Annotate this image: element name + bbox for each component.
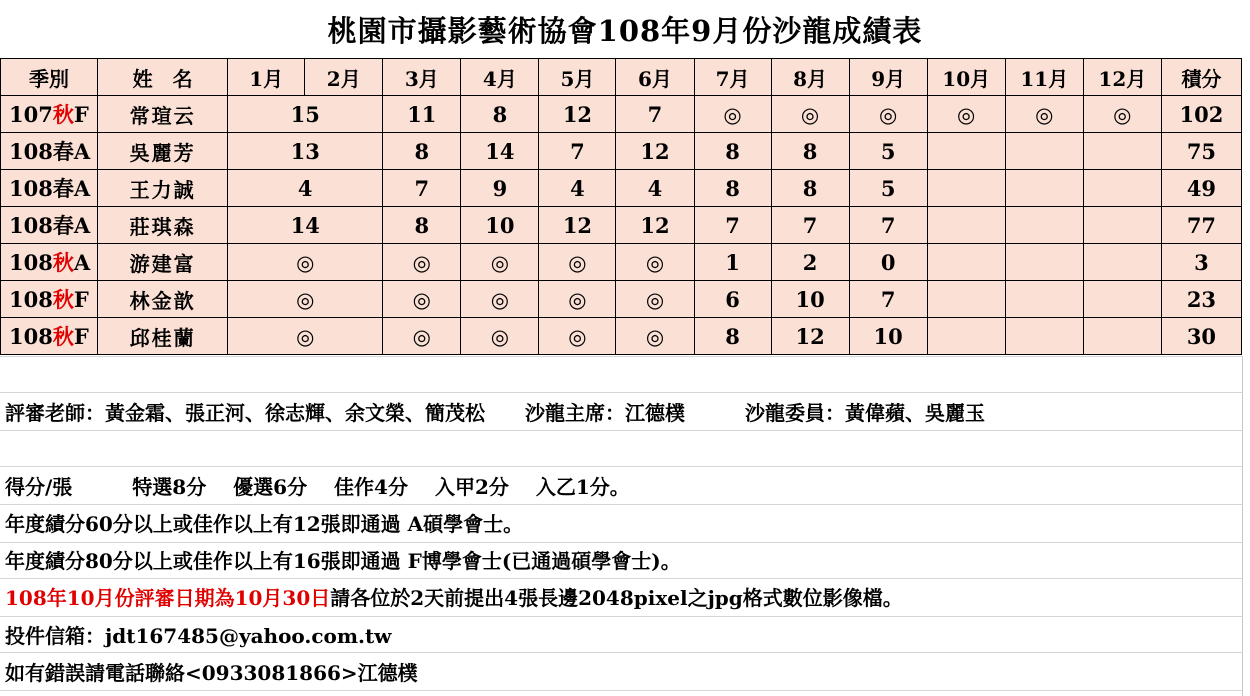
header-month: 6月 xyxy=(616,59,694,96)
score-cell xyxy=(1005,318,1083,355)
email-line: 投件信箱：jdt167485@yahoo.com.tw xyxy=(5,624,392,648)
total-score: 77 xyxy=(1161,207,1241,244)
header-month: 7月 xyxy=(694,59,771,96)
total-score: 23 xyxy=(1161,281,1241,318)
score-cell: 5 xyxy=(849,133,927,170)
score-cell: 12 xyxy=(771,318,849,355)
score-cell: ◎ xyxy=(539,244,616,281)
score-cell: 5 xyxy=(849,170,927,207)
table-row xyxy=(1,96,1242,133)
season-grade: F xyxy=(73,287,89,312)
score-cell xyxy=(927,207,1005,244)
deadline-line xyxy=(5,580,903,616)
season-year: 108 xyxy=(9,250,53,275)
member-name: 邱桂蘭 xyxy=(98,318,228,355)
season-term: 秋 xyxy=(52,287,74,312)
score-cell xyxy=(927,133,1005,170)
member-name: 林金歆 xyxy=(98,281,228,318)
score-cell xyxy=(1083,318,1161,355)
member-name: 王力誠 xyxy=(98,170,228,207)
score-cell: 1 xyxy=(694,244,771,281)
score-cell: 7 xyxy=(771,207,849,244)
score-cell: ◎ xyxy=(1005,96,1083,133)
score-cell: 4 xyxy=(539,170,616,207)
score-cell: 10 xyxy=(771,281,849,318)
score-cell: 7 xyxy=(849,281,927,318)
score-cell: 8 xyxy=(383,133,461,170)
total-score: 3 xyxy=(1161,244,1241,281)
score-cell: ◎ xyxy=(849,96,927,133)
score-cell: 6 xyxy=(694,281,771,318)
page-title: 桃園市攝影藝術協會108年9月份沙龍成績表 xyxy=(327,14,923,48)
score-cell-jan-feb: ◎ xyxy=(228,244,383,281)
rule-f-line: 年度績分80分以上或佳作以上有16張即通過 F博學會士(已通過碩學會士)。 xyxy=(5,549,681,573)
score-cell-jan-feb: ◎ xyxy=(228,318,383,355)
score-cell xyxy=(927,170,1005,207)
score-cell: 8 xyxy=(383,207,461,244)
score-table xyxy=(0,58,1242,355)
score-cell: ◎ xyxy=(1083,96,1161,133)
header-month: 1月 xyxy=(228,59,305,96)
season-term: 春 xyxy=(52,176,74,201)
score-cell: 12 xyxy=(539,207,616,244)
score-cell xyxy=(1005,170,1083,207)
score-cell: 8 xyxy=(694,318,771,355)
season-term: 春 xyxy=(52,139,74,164)
header-month: 2月 xyxy=(305,59,383,96)
table-row xyxy=(1,281,1242,318)
score-cell: ◎ xyxy=(461,244,539,281)
score-cell xyxy=(1005,207,1083,244)
season-grade: A xyxy=(73,213,91,238)
season-year: 107 xyxy=(9,102,53,127)
total-score: 75 xyxy=(1161,133,1241,170)
score-cell: ◎ xyxy=(539,281,616,318)
total-score: 102 xyxy=(1161,96,1241,133)
score-cell-jan-feb: ◎ xyxy=(228,281,383,318)
submission-instructions: 請各位於2天前提出4張長邊2048pixel之jpg格式數位影像檔。 xyxy=(330,586,903,610)
score-cell-jan-feb: 13 xyxy=(228,133,383,170)
season-cell xyxy=(1,96,98,133)
score-cell-jan-feb: 15 xyxy=(228,96,383,133)
score-cell xyxy=(927,244,1005,281)
season-year: 108 xyxy=(9,139,53,164)
header-name: 姓 名 xyxy=(98,59,228,96)
score-cell: 0 xyxy=(849,244,927,281)
score-cell xyxy=(927,281,1005,318)
score-cell: 7 xyxy=(539,133,616,170)
header-month: 5月 xyxy=(539,59,616,96)
total-score: 49 xyxy=(1161,170,1241,207)
season-cell xyxy=(1,207,98,244)
score-cell: 7 xyxy=(694,207,771,244)
table-row xyxy=(1,170,1242,207)
table-row xyxy=(1,244,1242,281)
season-term: 秋 xyxy=(52,324,74,349)
header-season: 季別 xyxy=(1,59,98,96)
score-cell xyxy=(1005,133,1083,170)
season-term: 春 xyxy=(52,213,74,238)
header-month: 10月 xyxy=(927,59,1005,96)
score-cell: 7 xyxy=(616,96,694,133)
table-row xyxy=(1,207,1242,244)
score-cell: 9 xyxy=(461,170,539,207)
score-cell: ◎ xyxy=(927,96,1005,133)
score-cell: 11 xyxy=(383,96,461,133)
season-cell xyxy=(1,318,98,355)
header-total: 積分 xyxy=(1161,59,1241,96)
score-cell: 8 xyxy=(694,170,771,207)
header-month: 8月 xyxy=(771,59,849,96)
season-year: 108 xyxy=(9,324,53,349)
score-cell: ◎ xyxy=(383,318,461,355)
season-cell xyxy=(1,281,98,318)
season-term: 秋 xyxy=(52,102,74,127)
member-name: 常瑄云 xyxy=(98,96,228,133)
score-cell: ◎ xyxy=(539,318,616,355)
score-cell: 12 xyxy=(616,207,694,244)
season-term: 秋 xyxy=(52,250,74,275)
season-grade: A xyxy=(73,250,91,275)
score-cell: 8 xyxy=(771,170,849,207)
score-cell: ◎ xyxy=(616,318,694,355)
score-cell: ◎ xyxy=(616,281,694,318)
next-judging-date: 108年10月份評審日期為10月30日 xyxy=(5,586,331,610)
season-cell xyxy=(1,170,98,207)
score-cell: 14 xyxy=(461,133,539,170)
season-cell xyxy=(1,244,98,281)
score-cell: 12 xyxy=(539,96,616,133)
table-row xyxy=(1,318,1242,355)
score-cell xyxy=(1005,244,1083,281)
score-cell-jan-feb: 4 xyxy=(228,170,383,207)
score-cell: ◎ xyxy=(383,244,461,281)
score-cell: 12 xyxy=(616,133,694,170)
score-cell xyxy=(927,318,1005,355)
scoring-line: 得分/張 特選8分 優選6分 佳作4分 入甲2分 入乙1分。 xyxy=(5,475,630,499)
score-cell: 2 xyxy=(771,244,849,281)
score-cell: 8 xyxy=(461,96,539,133)
season-grade: F xyxy=(73,324,89,349)
score-cell xyxy=(1083,281,1161,318)
header-month: 11月 xyxy=(1005,59,1083,96)
score-cell: 8 xyxy=(694,133,771,170)
season-year: 108 xyxy=(9,287,53,312)
total-score: 30 xyxy=(1161,318,1241,355)
member-name: 莊琪森 xyxy=(98,207,228,244)
score-cell: ◎ xyxy=(383,281,461,318)
score-cell xyxy=(1083,207,1161,244)
member-name: 吳麗芳 xyxy=(98,133,228,170)
score-cell xyxy=(1005,281,1083,318)
score-cell: 4 xyxy=(616,170,694,207)
rule-a-line: 年度績分60分以上或佳作以上有12張即通過 A碩學會士。 xyxy=(5,512,524,536)
header-month: 3月 xyxy=(383,59,461,96)
header-month: 12月 xyxy=(1083,59,1161,96)
score-cell: ◎ xyxy=(461,281,539,318)
score-cell xyxy=(1083,244,1161,281)
table-header-row xyxy=(1,59,1242,96)
score-cell xyxy=(1083,170,1161,207)
judges-line: 評審老師：黃金霜、張正河、徐志輝、余文榮、簡茂松 沙龍主席：江德樸 沙龍委員：黃偉蘋、吳麗玉 xyxy=(5,401,985,425)
score-cell: ◎ xyxy=(771,96,849,133)
score-cell: 10 xyxy=(849,318,927,355)
header-month: 4月 xyxy=(461,59,539,96)
season-cell xyxy=(1,133,98,170)
score-cell: 7 xyxy=(383,170,461,207)
season-year: 108 xyxy=(9,176,53,201)
score-cell: ◎ xyxy=(694,96,771,133)
score-cell: 7 xyxy=(849,207,927,244)
score-cell: ◎ xyxy=(461,318,539,355)
score-cell: 8 xyxy=(771,133,849,170)
score-cell xyxy=(1083,133,1161,170)
header-month: 9月 xyxy=(849,59,927,96)
table-row xyxy=(1,133,1242,170)
contact-line: 如有錯誤請電話聯絡<0933081866>江德樸 xyxy=(5,661,418,685)
season-grade: A xyxy=(73,176,91,201)
season-grade: F xyxy=(73,102,89,127)
member-name: 游建富 xyxy=(98,244,228,281)
season-year: 108 xyxy=(9,213,53,238)
season-grade: A xyxy=(73,139,91,164)
score-cell-jan-feb: 14 xyxy=(228,207,383,244)
score-cell: ◎ xyxy=(616,244,694,281)
score-cell: 10 xyxy=(461,207,539,244)
